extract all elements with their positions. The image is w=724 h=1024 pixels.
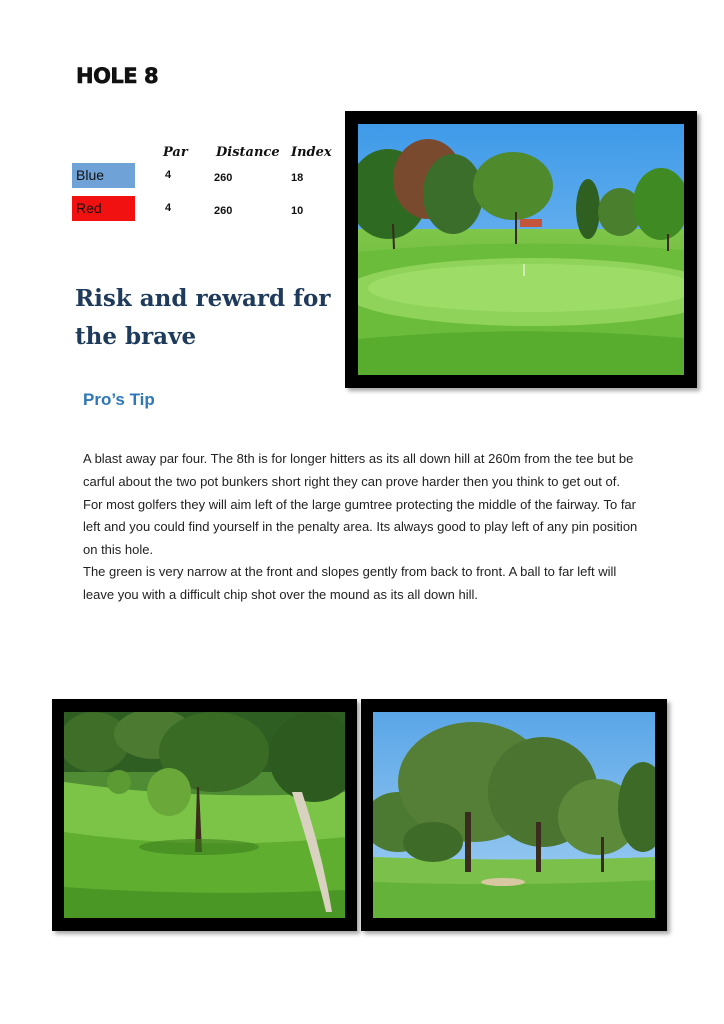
pros-tip-heading: Pro’s Tip [83,390,155,409]
tip-paragraph: A blast away par four. The 8th is for longer hitters as its all down hill at 260m from the tee but be carful about the two pot bunkers short right they can prove harder then you think to get out of. For most golfers they will aim left of the large gumtree protecting the middle of the fairway. To far left and you could find yourself in the penalty area. Its always good to play left of any pin position on this hole. [83,451,638,558]
green-photo-image [358,124,684,375]
blue-index: 18 [291,172,304,184]
index-header: Index [291,145,332,160]
red-index: 10 [291,205,304,217]
hole-title: HOLE 8 [76,64,159,88]
blue-par: 4 [165,169,172,181]
distance-header: Distance [216,145,280,160]
red-par: 4 [165,202,172,214]
par-header: Par [163,145,188,160]
tee-blue-label: Blue [72,163,135,188]
red-distance: 260 [214,205,233,217]
headline: Risk and reward for the brave [75,285,331,350]
trees-photo-image [373,712,655,918]
tip-paragraph: The green is very narrow at the front and slopes gently from back to front. A ball to far left will leave you with a difficult chip shot over the mound as its all down hill. [83,564,617,602]
trees-photo [361,699,667,931]
fairway-photo [52,699,357,931]
fairway-photo-image [64,712,345,918]
tee-red-label: Red [72,196,135,221]
green-photo [345,111,697,388]
blue-distance: 260 [214,172,233,184]
